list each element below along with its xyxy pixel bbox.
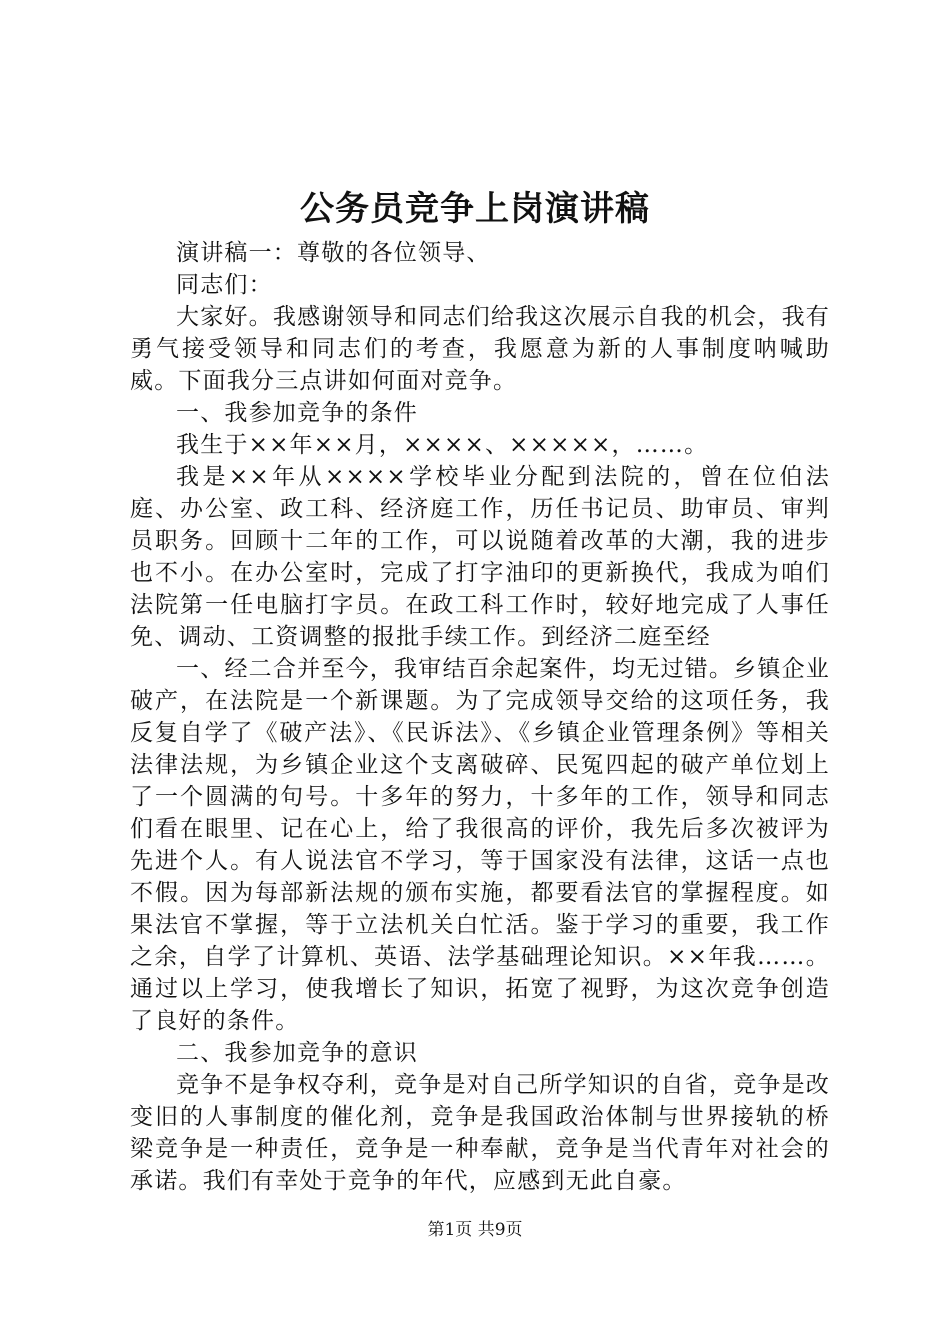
paragraph-greeting: 演讲稿一：尊敬的各位领导、: [176, 240, 491, 266]
paragraph-salutation: 同志们：: [176, 272, 273, 298]
paragraph-achievements: 一、经二合并至今，我审结百余起案件，均无过错。乡镇企业破产，在法院是一个新课题。为了完成领导交给的这项任务，我反复自学了《破产法》、《民诉法》、《乡镇企业管理条例》等相关法律法规，为乡镇企业这个支离破碎、民冤四起的破产单位划上了一个圆满的句号。十多年的努力，十多年的工作，领导和同志们看在眼里、记在心上，给了我很高的评价，我先后多次被评为先进个人。有人说法官不学习，等于国家没有法律，这话一点也不假。因为每部新法规的颁布实施，都要看法官的掌握程度。如果法官不掌握，等于立法机关白忙活。鉴于学习的重要，我工作之余，自学了计算机、英语、法学基础理论知识。××年我……。通过以上学习，使我增长了知识，拓宽了视野，为这次竞争创造了良好的条件。: [130, 656, 830, 1034]
paragraph-career: 我是××年从××××学校毕业分配到法院的，曾在位伯法庭、办公室、政工科、经济庭工作，历任书记员、助审员、审判员职务。回顾十二年的工作，可以说随着改革的大潮，我的进步也不小。在办公室时，完成了打字油印的更新换代，我成为咱们法院第一任电脑打字员。在政工科工作时，较好地完成了人事任免、调动、工资调整的报批手续工作。到经济二庭至经: [130, 464, 830, 650]
paragraph-birth: 我生于××年××月，××××、×××××，……。: [176, 432, 709, 458]
section-heading-conditions: 一、我参加竞争的条件: [176, 400, 418, 426]
document-title: 公务员竞争上岗演讲稿: [300, 189, 650, 229]
paragraph-intro: 大家好。我感谢领导和同志们给我这次展示自我的机会，我有勇气接受领导和同志们的考查，我愿意为新的人事制度呐喊助威。下面我分三点讲如何面对竞争。: [130, 304, 830, 394]
section-heading-awareness: 二、我参加竞争的意识: [176, 1040, 418, 1066]
document-body: [130, 237, 830, 1197]
paragraph-competition: 竞争不是争权夺利，竞争是对自己所学知识的自省，竞争是改变旧的人事制度的催化剂，竞争是我国政治体制与世界接轨的桥梁竞争是一种责任，竞争是一种奉献，竞争是当代青年对社会的承诺。我们有幸处于竞争的年代，应感到无此自豪。: [130, 1072, 830, 1194]
page-number: 第1页 共9页: [427, 1220, 523, 1240]
